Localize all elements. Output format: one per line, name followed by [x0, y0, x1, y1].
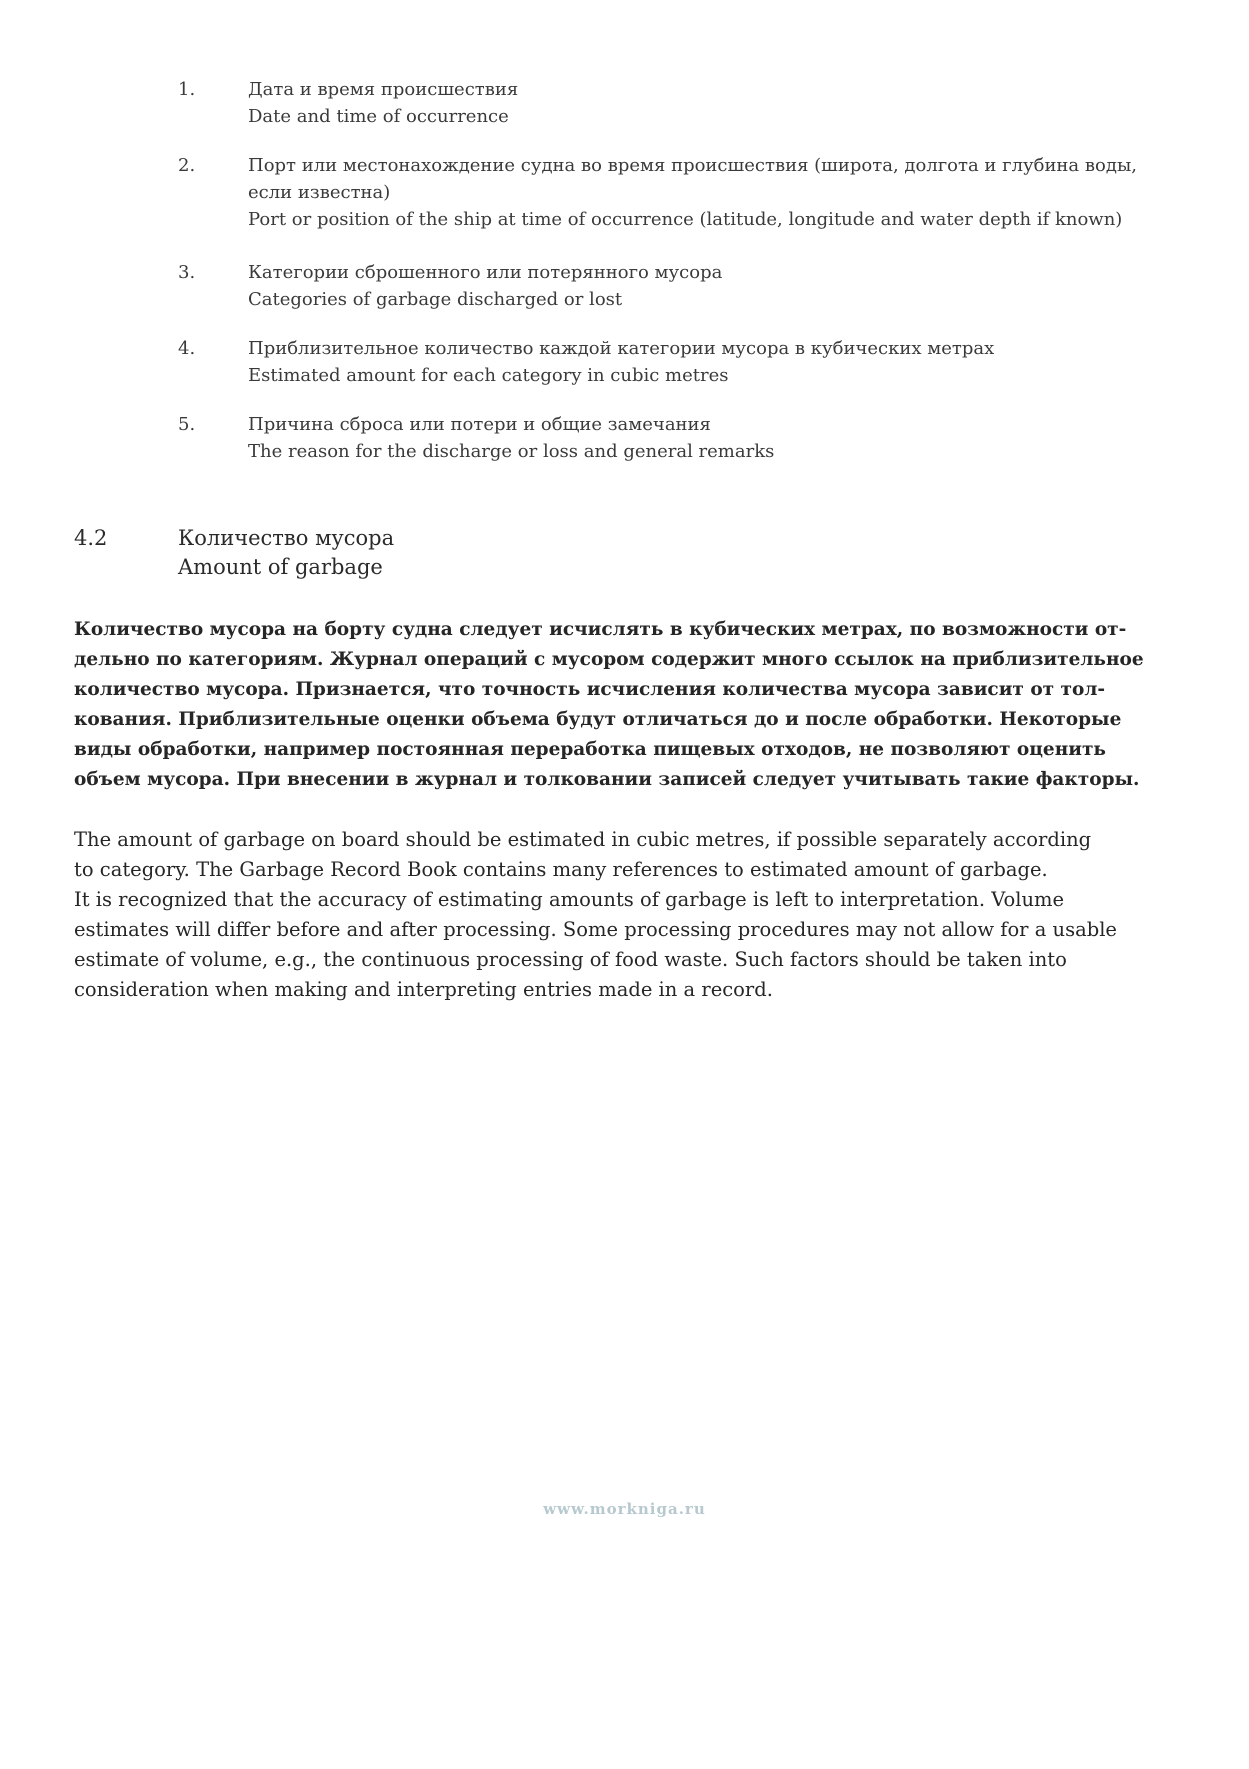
paragraph-line: виды обработки, например постоянная переработка пищевых отходов, не позволяют оценить: [74, 739, 1106, 760]
list-item: [178, 76, 1138, 130]
paragraph-line: дельно по категориям. Журнал операций с мусором содержит много ссылок на приблизительное: [74, 649, 1144, 670]
list-item: [178, 411, 1138, 465]
paragraph-line: количество мусора. Признается, что точность исчисления количества мусора зависит от тол-: [74, 679, 1106, 700]
list-item: [178, 152, 1138, 233]
list-item-text-en: Date and time of occurrence: [248, 106, 509, 127]
paragraph-line: It is recognized that the accuracy of estimating amounts of garbage is left to interpretation. Volume: [74, 888, 1065, 911]
section-title-en: Amount of garbage: [178, 555, 383, 579]
paragraph-line: The amount of garbage on board should be estimated in cubic metres, if possible separately according: [74, 828, 1092, 851]
list-item-text-en: Estimated amount for each category in cubic metres: [248, 365, 729, 386]
section-number: 4.2: [74, 526, 108, 550]
paragraph-en: [74, 825, 1134, 1005]
list-item-text-en: The reason for the discharge or loss and general remarks: [248, 441, 775, 462]
watermark-text: www.morkniga.ru: [543, 1500, 706, 1518]
list-item-text-ru: Причина сброса или потери и общие замечания: [248, 414, 711, 435]
list-item: [178, 335, 1138, 389]
paragraph-line: estimates will differ before and after processing. Some processing procedures may not allow for a usable: [74, 918, 1117, 941]
list-item-text-ru: Приблизительное количество каждой категории мусора в кубических метрах: [248, 338, 995, 359]
list-item-text-ru: Дата и время происшествия: [248, 79, 519, 100]
list-item-number: 1.: [178, 79, 196, 100]
list-item-text-en: Port or position of the ship at time of occurrence (latitude, longitude and water depth if known): [248, 209, 1123, 230]
paragraph-line: consideration when making and interpreting entries made in a record.: [74, 978, 773, 1001]
list-item-number: 4.: [178, 338, 196, 359]
list-item-number: 5.: [178, 414, 196, 435]
list-item-number: 2.: [178, 155, 196, 176]
section-title-ru: Количество мусора: [178, 526, 395, 550]
numbered-list: [178, 76, 1138, 487]
paragraph-line: estimate of volume, e.g., the continuous processing of food waste. Such factors should be taken into: [74, 948, 1067, 971]
section-titles: [178, 524, 778, 582]
list-item-text-en: Categories of garbage discharged or lost: [248, 289, 623, 310]
paragraph-ru: [74, 615, 1144, 795]
paragraph-line: Количество мусора на борту судна следует исчислять в кубических метрах, по возможности от-: [74, 619, 1127, 640]
list-item-number: 3.: [178, 262, 196, 283]
paragraph-line: to category. The Garbage Record Book contains many references to estimated amount of garbage.: [74, 858, 1048, 881]
paragraph-line: кования. Приблизительные оценки объема будут отличаться до и после обработки. Некоторые: [74, 709, 1122, 730]
list-item-text-ru: Категории сброшенного или потерянного мусора: [248, 262, 723, 283]
list-item-text-ru: Порт или местонахождение судна во время происшествия (широта, долгота и глубина воды, если известна): [248, 155, 1137, 203]
list-item: [178, 259, 1138, 313]
paragraph-line: объем мусора. При внесении в журнал и толковании записей следует учитывать такие факторы.: [74, 769, 1140, 790]
